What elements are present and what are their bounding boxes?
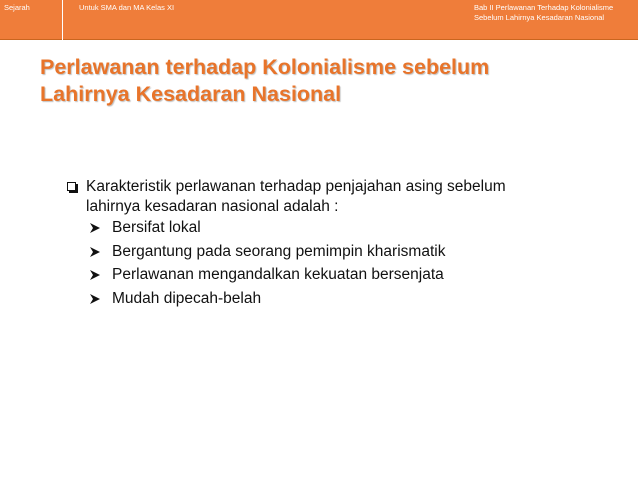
header-chapter-line2: Sebelum Lahirnya Kesadaran Nasional — [474, 13, 605, 22]
sub-bullet — [64, 240, 624, 264]
sub-bullet — [64, 263, 624, 287]
slide-title-line2: Lahirnya Kesadaran Nasional — [40, 82, 342, 106]
header-book: Untuk SMA dan MA Kelas XI — [79, 3, 175, 12]
sub-bullet-list — [64, 216, 624, 310]
sub-bullet-text: Bergantung pada seorang pemimpin kharismatik — [112, 242, 446, 260]
sub-bullet-text: Mudah dipecah-belah — [112, 289, 262, 307]
sub-bullet — [64, 216, 624, 240]
main-bullet-line1: Karakteristik perlawanan terhadap penjajahan asing sebelum — [86, 178, 506, 195]
arrow-icon — [89, 269, 101, 281]
arrow-icon — [89, 246, 101, 258]
main-bullet-text — [86, 177, 624, 216]
sub-bullet — [64, 287, 624, 311]
arrow-icon — [89, 293, 101, 305]
slide-content — [64, 177, 624, 310]
header-chapter-line1: Bab II Perlawanan Terhadap Kolonialisme — [474, 3, 614, 12]
arrow-icon — [89, 222, 101, 234]
sub-bullet-text: Bersifat lokal — [112, 219, 201, 236]
header-bar — [0, 0, 638, 40]
main-bullet — [64, 177, 624, 216]
slide-title — [40, 54, 610, 108]
sub-bullet-text: Perlawanan mengandalkan kekuatan bersenjata — [112, 266, 444, 283]
main-bullet-line2: lahirnya kesadaran nasional adalah : — [86, 197, 339, 215]
checkbox-icon — [67, 182, 76, 191]
header-chapter — [430, 0, 638, 40]
slide-title-line1: Perlawanan terhadap Kolonialisme sebelum — [40, 55, 490, 79]
header-subject: Sejarah — [0, 0, 63, 40]
